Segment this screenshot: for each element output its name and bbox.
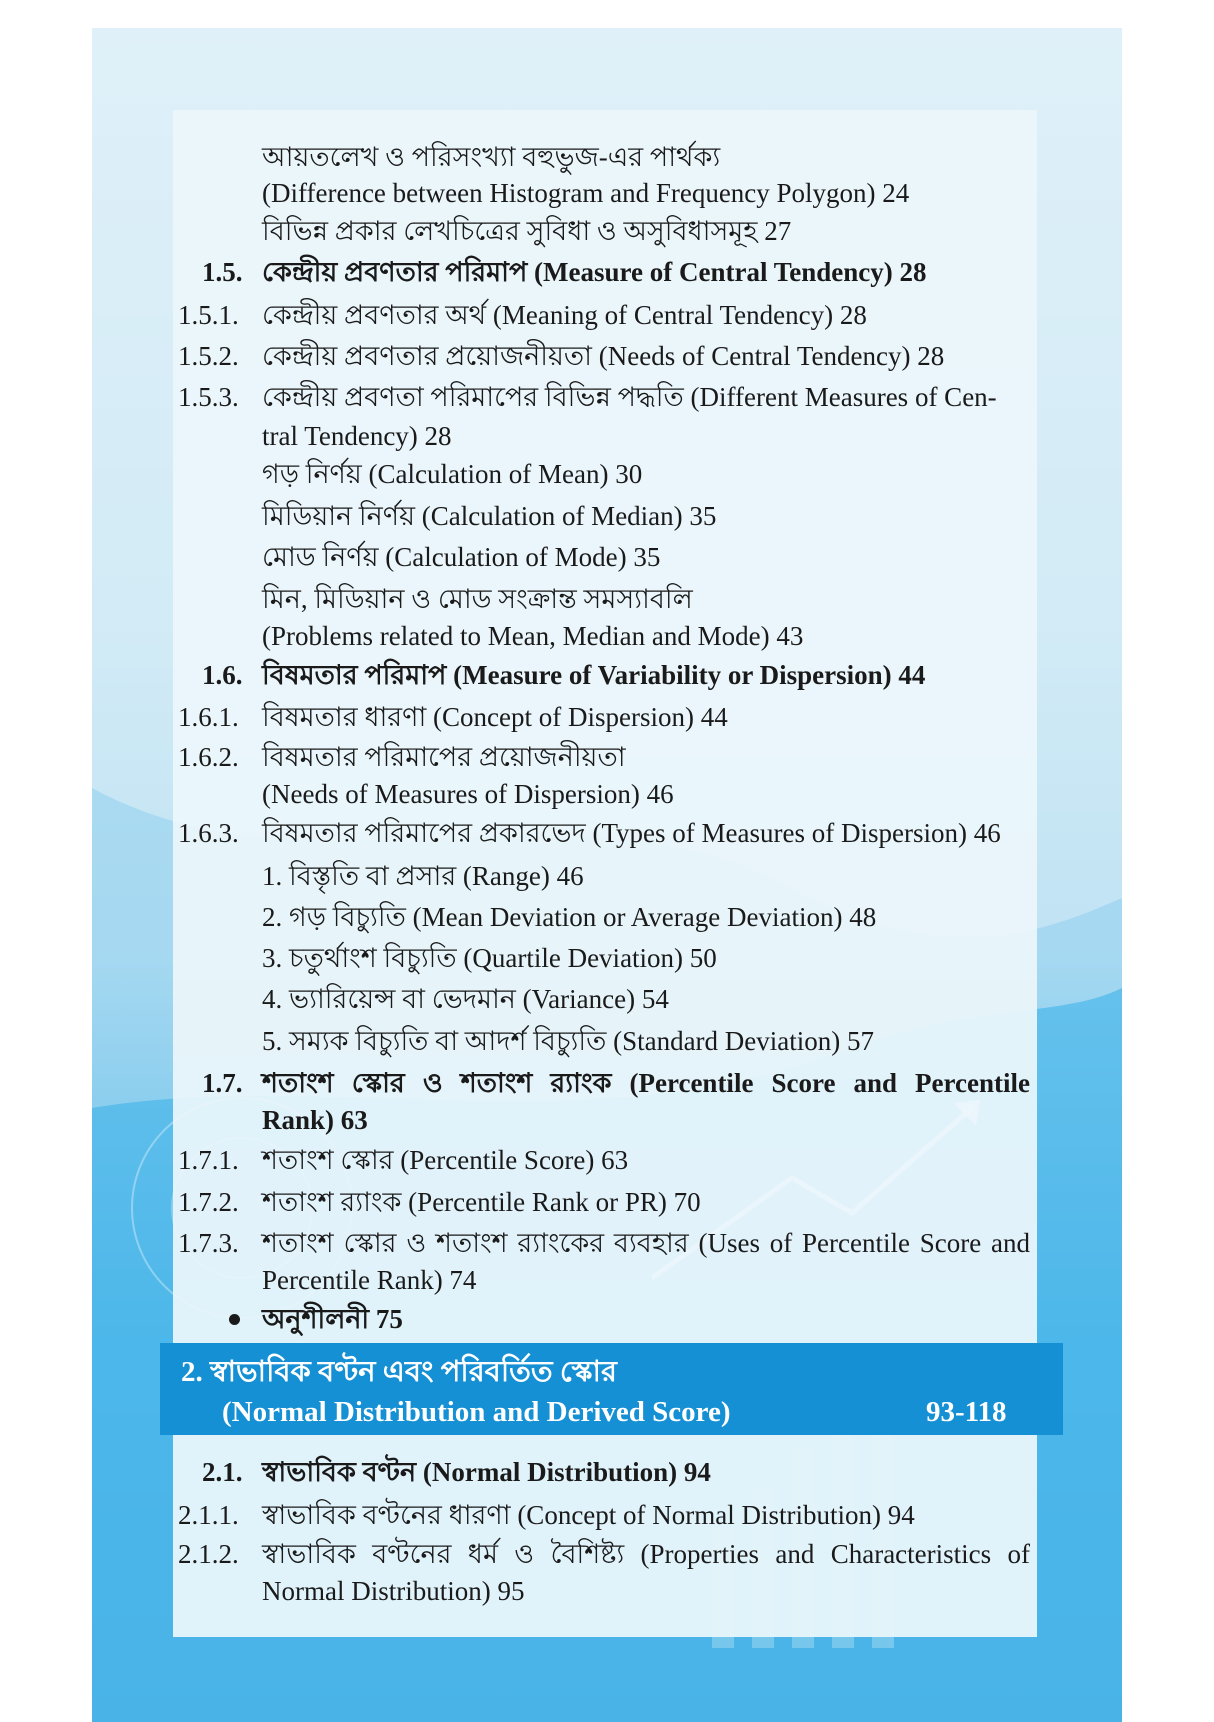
toc-entry-text: 2. গড় বিচ্যুতি (Mean Deviation or Average Deviation) 48 <box>262 902 877 932</box>
toc-entry-text: কেন্দ্রীয় প্রবণতা পরিমাপের বিভিন্ন পদ্ধতি (Different Measures of Cen- <box>262 382 997 412</box>
section-number: 1.5. <box>202 257 243 287</box>
chapter-2-title: 2. স্বাভাবিক বণ্টন এবং পরিবর্তিত স্কোর <box>181 1356 617 1388</box>
toc-entry-text: আয়তলেখ ও পরিসংখ্যা বহুভুজ-এর পার্থক্য <box>262 142 721 172</box>
chapter-2-pages: 93-118 <box>926 1396 1007 1428</box>
toc-entry-text: tral Tendency) 28 <box>262 421 452 451</box>
toc-entry-text: কেন্দ্রীয় প্রবণতার প্রয়োজনীয়তা (Needs of Central Tendency) 28 <box>262 341 945 371</box>
toc-entry-text: Normal Distribution) 95 <box>262 1576 525 1606</box>
subsection-number: 1.7.3. <box>178 1228 239 1258</box>
chapter-2-subtitle: (Normal Distribution and Derived Score) <box>222 1396 731 1428</box>
toc-entry-text: শতাংশ স্কোর (Percentile Score) 63 <box>262 1145 629 1175</box>
bullet-icon <box>229 1314 240 1325</box>
toc-entry-text: (Problems related to Mean, Median and Mode) 43 <box>262 621 804 651</box>
section-title: স্বাভাবিক বণ্টন (Normal Distribution) 94 <box>262 1457 711 1487</box>
subsection-number: 1.5.1. <box>178 300 239 330</box>
subsection-number: 1.5.2. <box>178 341 239 371</box>
toc-entry-text: স্বাভাবিক বণ্টনের ধারণা (Concept of Normal Distribution) 94 <box>262 1500 915 1530</box>
toc-entry-text: মিডিয়ান নির্ণয় (Calculation of Median) 35 <box>262 501 717 531</box>
section-title: কেন্দ্রীয় প্রবণতার পরিমাপ (Measure of Central Tendency) 28 <box>262 257 927 287</box>
section-title-cont: Rank) 63 <box>262 1105 368 1135</box>
toc-entry-text: 5. সম্যক বিচ্যুতি বা আদর্শ বিচ্যুতি (Standard Deviation) 57 <box>262 1026 875 1056</box>
toc-entry-text: মোড নির্ণয় (Calculation of Mode) 35 <box>262 542 661 572</box>
section-title: বিষমতার পরিমাপ (Measure of Variability or Dispersion) 44 <box>262 660 926 690</box>
toc-entry-text: বিষমতার পরিমাপের প্রকারভেদ (Types of Measures of Dispersion) 46 <box>262 818 1001 848</box>
toc-entry-text: স্বাভাবিক বণ্টনের ধর্ম ও বৈশিষ্ট্য (Properties and Characteristics of <box>262 1539 1030 1569</box>
toc-entry-text: শতাংশ স্কোর ও শতাংশ র‍্যাংকের ব্যবহার (Uses of Percentile Score and <box>262 1228 1030 1258</box>
toc-entry-text: 4. ভ্যারিয়েন্স বা ভেদমান (Variance) 54 <box>262 984 669 1014</box>
toc-entry-text: বিষমতার পরিমাপের প্রয়োজনীয়তা <box>262 742 626 772</box>
toc-entry-text: কেন্দ্রীয় প্রবণতার অর্থ (Meaning of Central Tendency) 28 <box>262 300 867 330</box>
subsection-number: 1.7.2. <box>178 1187 239 1217</box>
toc-entry-text: বিভিন্ন প্রকার লেখচিত্রের সুবিধা ও অসুবিধাসমূহ 27 <box>262 216 792 246</box>
section-number: 2.1. <box>202 1457 243 1487</box>
subsection-number: 1.6.1. <box>178 702 239 732</box>
section-number: 1.7. <box>202 1068 243 1098</box>
subsection-number: 2.1.2. <box>178 1539 239 1569</box>
section-number: 1.6. <box>202 660 243 690</box>
toc-entry-text: Percentile Rank) 74 <box>262 1265 477 1295</box>
exercise-text: অনুশীলনী 75 <box>262 1304 403 1334</box>
toc-entry-text: 1. বিস্তৃতি বা প্রসার (Range) 46 <box>262 861 584 891</box>
toc-entry-text: শতাংশ র‍্যাংক (Percentile Rank or PR) 70 <box>262 1187 701 1217</box>
toc-entry-text: (Needs of Measures of Dispersion) 46 <box>262 779 674 809</box>
toc-entry-text: 3. চতুর্থাংশ বিচ্যুতি (Quartile Deviation) 50 <box>262 943 717 973</box>
toc-entry-text: (Difference between Histogram and Frequency Polygon) 24 <box>262 178 910 208</box>
toc-entry-text: মিন, মিডিয়ান ও মোড সংক্রান্ত সমস্যাবলি <box>262 584 693 614</box>
subsection-number: 1.6.2. <box>178 742 239 772</box>
section-title: শতাংশ স্কোর ও শতাংশ র‍্যাংক (Percentile Score and Percentile <box>262 1068 1030 1098</box>
subsection-number: 2.1.1. <box>178 1500 239 1530</box>
subsection-number: 1.7.1. <box>178 1145 239 1175</box>
toc-entry-text: বিষমতার ধারণা (Concept of Dispersion) 44 <box>262 702 728 732</box>
subsection-number: 1.6.3. <box>178 818 239 848</box>
subsection-number: 1.5.3. <box>178 382 239 412</box>
toc-entry-text: গড় নির্ণয় (Calculation of Mean) 30 <box>262 459 643 489</box>
